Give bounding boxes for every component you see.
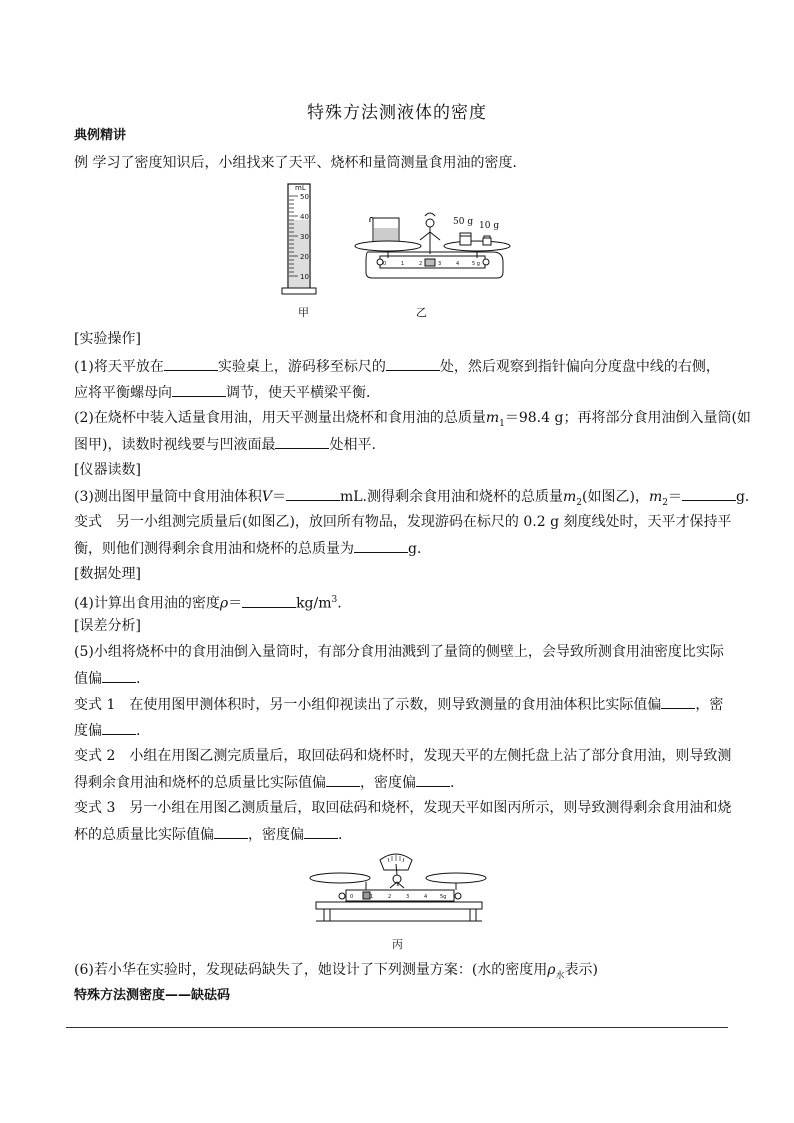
weight-label-50g: 50 g <box>453 217 474 227</box>
figure-cylinder-and-balance <box>270 176 530 298</box>
variant-2-line-1: 变式 2 小组在用图乙测完质量后，取回砝码和烧杯时，发现天平的左侧托盘上沾了部分食用油，则导致测 <box>74 748 732 764</box>
answer-blank[interactable] <box>682 487 736 501</box>
variant-0-line-2: 衡，则他们测得剩余食用油和烧杯的总质量为 g． <box>74 541 431 557</box>
question-2-line-2: 图甲)，读数时视线要与凹液面最 处相平. <box>74 437 376 453</box>
variant-2-line-2: 得剩余食用油和烧杯的总质量比实际值偏 ，密度偏 . <box>74 775 455 791</box>
answer-blank[interactable] <box>214 825 248 839</box>
answer-blank[interactable] <box>661 695 695 709</box>
scale-tick-1: 1 <box>401 261 405 267</box>
caption-bing: 丙 <box>392 938 403 951</box>
footer-rule <box>66 1027 728 1028</box>
scale-tick-4: 4 <box>424 894 428 900</box>
variant-3-line-1: 变式 3 另一小组在用图乙测质量后，取回砝码和烧杯，发现天平如图丙所示，则导致测得剩余食用油和烧 <box>74 800 732 816</box>
figure-balance-bing <box>306 846 492 932</box>
heading-reading: [仪器读数] <box>74 462 141 478</box>
question-5-line-2: 值偏 . <box>74 671 141 687</box>
scale-tick-3: 3 <box>406 894 410 900</box>
graduated-cylinder <box>282 184 316 294</box>
answer-blank[interactable] <box>172 383 226 397</box>
section-heading-examples: 典例精讲 <box>74 128 127 143</box>
scale-tick-4: 4 <box>456 261 460 267</box>
question-1-line-2: 应将平衡螺母向 调节，使天平横梁平衡． <box>74 385 380 401</box>
answer-blank[interactable] <box>304 825 338 839</box>
cylinder-tick-10: 10 <box>300 273 309 281</box>
answer-blank[interactable] <box>164 357 218 371</box>
answer-blank[interactable] <box>102 669 136 683</box>
cylinder-tick-20: 20 <box>300 253 309 261</box>
cylinder-tick-40: 40 <box>300 213 309 221</box>
variant-3-line-2: 杯的总质量比实际值偏 ，密度偏 . <box>74 827 343 843</box>
heading-error: [误差分析] <box>74 618 141 634</box>
scale-tick-0: 0 <box>350 894 354 900</box>
cylinder-tick-50: 50 <box>300 193 309 201</box>
special-method-heading: 特殊方法测密度——缺砝码 <box>74 988 231 1003</box>
scale-tick-2: 2 <box>388 894 392 900</box>
scale-tick-5g: 5g <box>440 894 447 900</box>
answer-blank[interactable] <box>386 357 440 371</box>
heading-data: [数据处理] <box>74 566 141 582</box>
scale-tick-5g: 5 g <box>472 261 480 267</box>
heading-operation: [实验操作] <box>74 331 141 347</box>
answer-blank[interactable] <box>354 539 408 553</box>
question-1-line-1: (1)将天平放在 实验桌上，游码移至标尺的 处，然后观察到指针偏向分度盘中线的右侧， <box>74 359 720 375</box>
cylinder-unit: mL <box>295 184 306 192</box>
answer-blank[interactable] <box>416 773 450 787</box>
scale-tick-2: 2 <box>419 261 423 267</box>
caption-yi: 乙 <box>416 306 427 319</box>
question-5-line-1: (5)小组将烧杯中的食用油倒入量筒时，有部分食用油溅到了量筒的侧壁上，会导致所测食用油密度比实际 <box>74 644 724 660</box>
question-6: (6)若小华在实验时，发现砝码缺失了，她设计了下列测量方案：(水的密度用$\rho_水$表示) <box>74 962 599 981</box>
answer-blank[interactable] <box>242 594 296 608</box>
answer-blank[interactable] <box>326 773 360 787</box>
question-3: (3)测出图甲量筒中食用油体积V＝ mL.测得剩余食用油和烧杯的总质量$m_2$(如图乙)，$m_2= g$． <box>74 489 759 508</box>
page-title: 特殊方法测液体的密度 <box>307 103 487 123</box>
weight-label-10g: 10 g <box>479 221 500 231</box>
answer-blank[interactable] <box>286 487 340 501</box>
variant-1-line-1: 变式 1 在使用图甲测体积时，另一小组仰视读出了示数，则导致测量的食用油体积比实际值偏 ，密 <box>74 697 724 713</box>
answer-blank[interactable] <box>275 435 329 449</box>
scale-tick-3: 3 <box>438 261 442 267</box>
scale-tick-1: 1 <box>370 894 374 900</box>
variant-1-line-2: 度偏 . <box>74 723 141 739</box>
question-2-line-1: (2)在烧杯中装入适量食用油，用天平测量出烧杯和食用油的总质量$m_1=98.4$ g；再将部分食用油倒入量筒(如 <box>74 410 751 429</box>
caption-jia: 甲 <box>298 306 309 319</box>
cylinder-tick-30: 30 <box>300 233 309 241</box>
answer-blank[interactable] <box>102 721 136 735</box>
scale-tick-0: 0 <box>383 261 387 267</box>
example-intro: 例 学习了密度知识后，小组找来了天平、烧杯和量筒测量食用油的密度． <box>74 155 527 171</box>
question-4: (4)计算出食用油的密度$\rho= kg/m^3$. <box>74 595 342 612</box>
variant-0-line-1: 变式 另一小组测完质量后(如图乙)，放回所有物品，发现游码在标尺的 0.2 g 刻度线处时，天平才保持平 <box>74 514 732 530</box>
